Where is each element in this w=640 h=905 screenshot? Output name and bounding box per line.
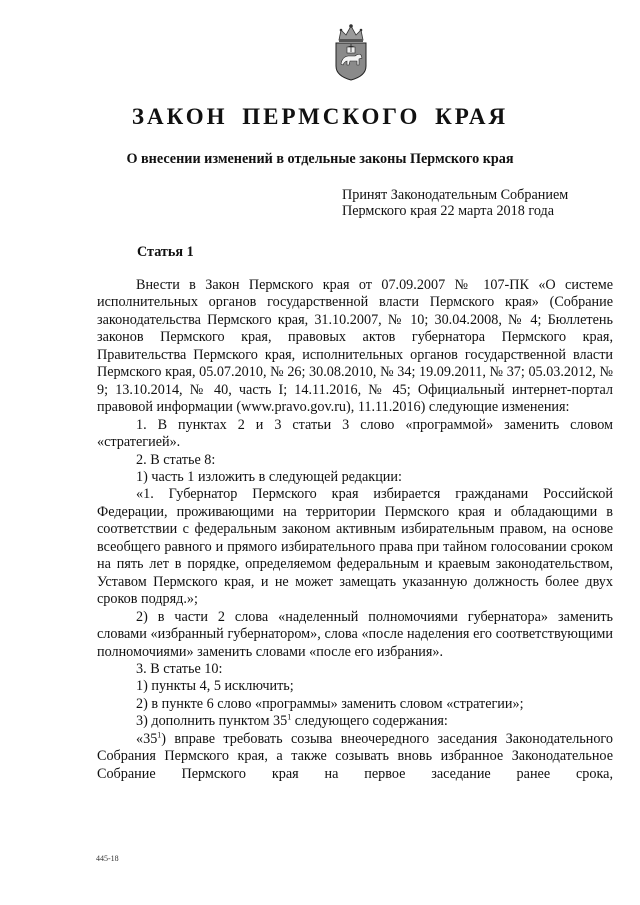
item-3-3-text-post: ) вправе требовать созыва внеочередного заседания Законодательного Собрания Пермского края, а также созывать вновь избранное Законодательное Собрание Пермского края на первое заседание ранее срока, [97, 730, 613, 782]
item-2-1-text: «1. Губернатор Пермского края избирается гражданами Российской Федерации, проживающими на территории Пермского края и обладающими в соответствии с федеральным законом активным избирательным правом, на основе всеобщего равного и прямого избирательного права при тайном голосовании сроком на пять лет в порядке, определяемом федеральным и краевым законодательством, Уставом Пермского края, и не может замещать указанную должность более двух сроков подряд.»; [97, 486, 613, 608]
law-subtitle: О внесении изменений в отдельные законы Пермского края [126, 151, 514, 167]
adoption-note-line2: Пермского края 22 марта 2018 года [342, 203, 555, 219]
law-title: ЗАКОН ПЕРМСКОГО КРАЯ [131, 104, 509, 129]
article-intro-paragraph: Внести в Закон Пермского края от 07.09.2007 № 107-ПК «О системе исполнительных органов государственной власти Пермского края» (Собрание законодательства Пермского края, 31.10.2007, № 10; 30.04.2008, № 4; Бюллетень законов Пермского края, правовых актов губернатора Пермского края, Правительства Пермского края, исполнительных органов государственной власти Пермского края, 05.07.2010, № 26; 30.08.2010, № 34; 19.09.2011, № 37; 05.03.2012, № 9; 13.10.2014, № 40, часть I; 14.11.2016, № 45; Официальный интернет-портал правовой информации (www.pravo.gov.ru), 11.11.2016) следующие изменения: [97, 277, 613, 416]
article-body [97, 277, 613, 783]
perm-krai-coat-of-arms-icon [331, 22, 371, 82]
item-3-3-text-sup: 1 [157, 730, 162, 740]
item-2-1: 1) часть 1 изложить в следующей редакции: [136, 468, 402, 485]
item-3-3-pre: 3) дополнить пунктом 35 [136, 713, 288, 730]
item-2: 2. В статье 8: [136, 451, 216, 468]
item-3: 3. В статье 10: [136, 660, 223, 677]
article-heading: Статья 1 [137, 244, 194, 260]
item-3-1: 1) пункты 4, 5 исключить; [136, 678, 294, 695]
item-3-2: 2) в пункте 6 слово «программы» заменить словом «стратегии»; [136, 695, 524, 712]
item-3-3 [97, 713, 613, 730]
item-3-3-text-pre: «35 [136, 730, 158, 747]
item-3-3-post: следующего содержания: [291, 713, 448, 730]
adoption-note-line1: Принят Законодательным Собранием [342, 187, 569, 203]
adoption-note [342, 187, 568, 219]
item-3-3-text [97, 731, 613, 783]
item-2-2: 2) в части 2 слова «наделенный полномочиями губернатора» заменить словами «избранный губернатором», слова «после наделения его соответствующими полномочиями» заменить словами «после его избрания». [97, 608, 613, 660]
document-code: 445-18 [96, 854, 119, 863]
item-1: 1. В пунктах 2 и 3 статьи 3 слово «программой» заменить словом «стратегией». [97, 416, 613, 451]
item-3-3-sup: 1 [287, 712, 292, 722]
